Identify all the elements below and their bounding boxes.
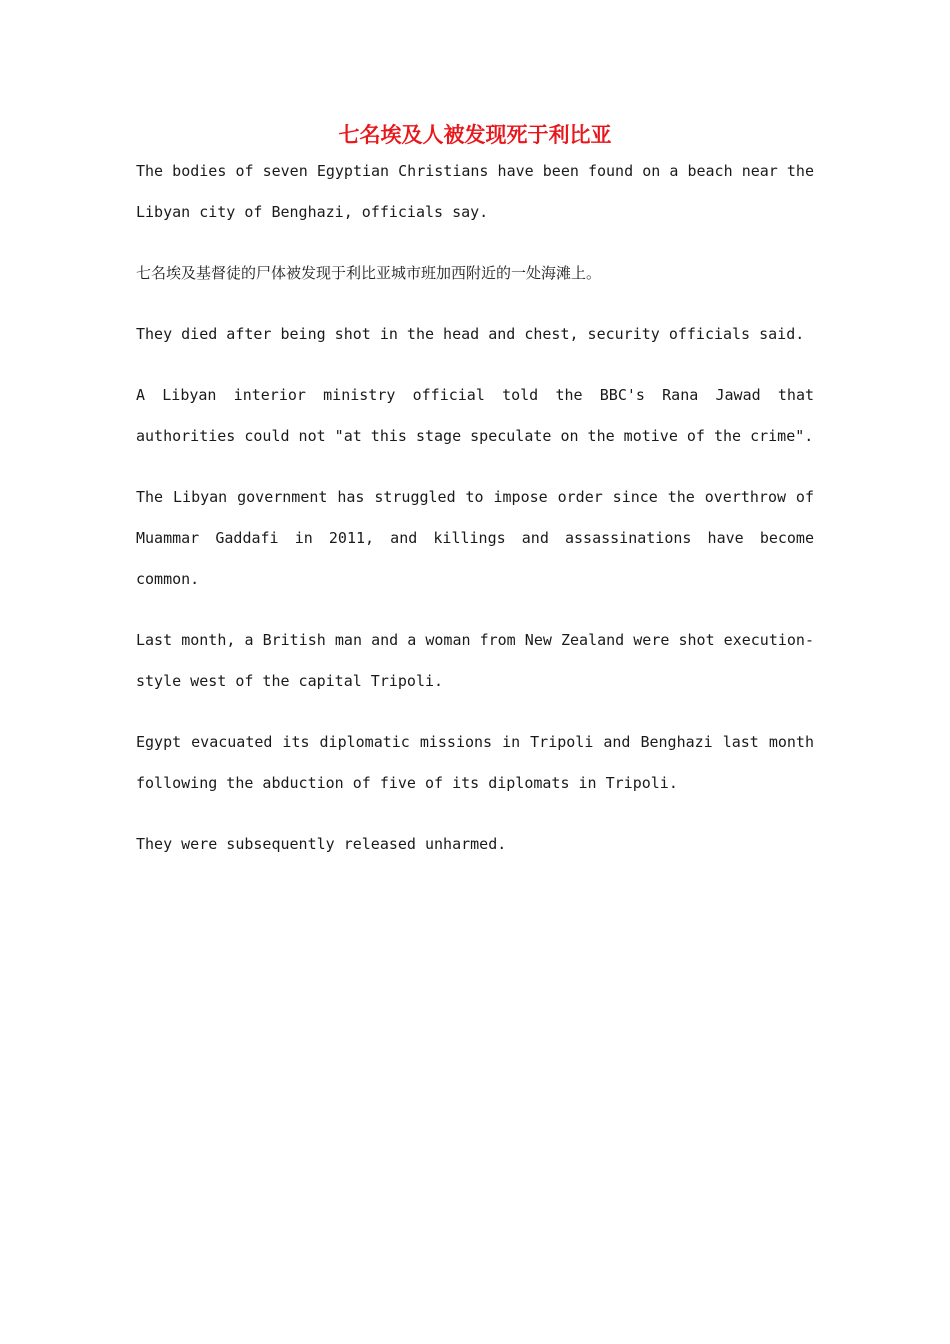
document-title: 七名埃及人被发现死于利比亚	[338, 122, 612, 147]
paragraph-5: The Libyan government has struggled to impose order since the overthrow of Muammar Gaddafi in 2011, and killings and assassinations have become common.	[136, 488, 814, 588]
paragraph-7: Egypt evacuated its diplomatic missions in Tripoli and Benghazi last month following the abduction of five of its diplomats in Tripoli.	[136, 733, 814, 792]
paragraph-4: A Libyan interior ministry official told the BBC's Rana Jawad that authorities could not "at this stage speculate on the motive of the crime".	[136, 386, 814, 445]
document-page	[136, 120, 814, 885]
paragraph-3: They died after being shot in the head and chest, security officials said.	[136, 325, 805, 343]
paragraph-1: The bodies of seven Egyptian Christians have been found on a beach near the Libyan city of Benghazi, officials say.	[136, 162, 814, 221]
paragraph-2-chinese: 七名埃及基督徒的尸体被发现于利比亚城市班加西附近的一处海滩上。	[136, 264, 602, 282]
paragraph-8: They were subsequently released unharmed.	[136, 835, 507, 853]
paragraph-6: Last month, a British man and a woman from New Zealand were shot execution-style west of the capital Tripoli.	[136, 631, 814, 690]
